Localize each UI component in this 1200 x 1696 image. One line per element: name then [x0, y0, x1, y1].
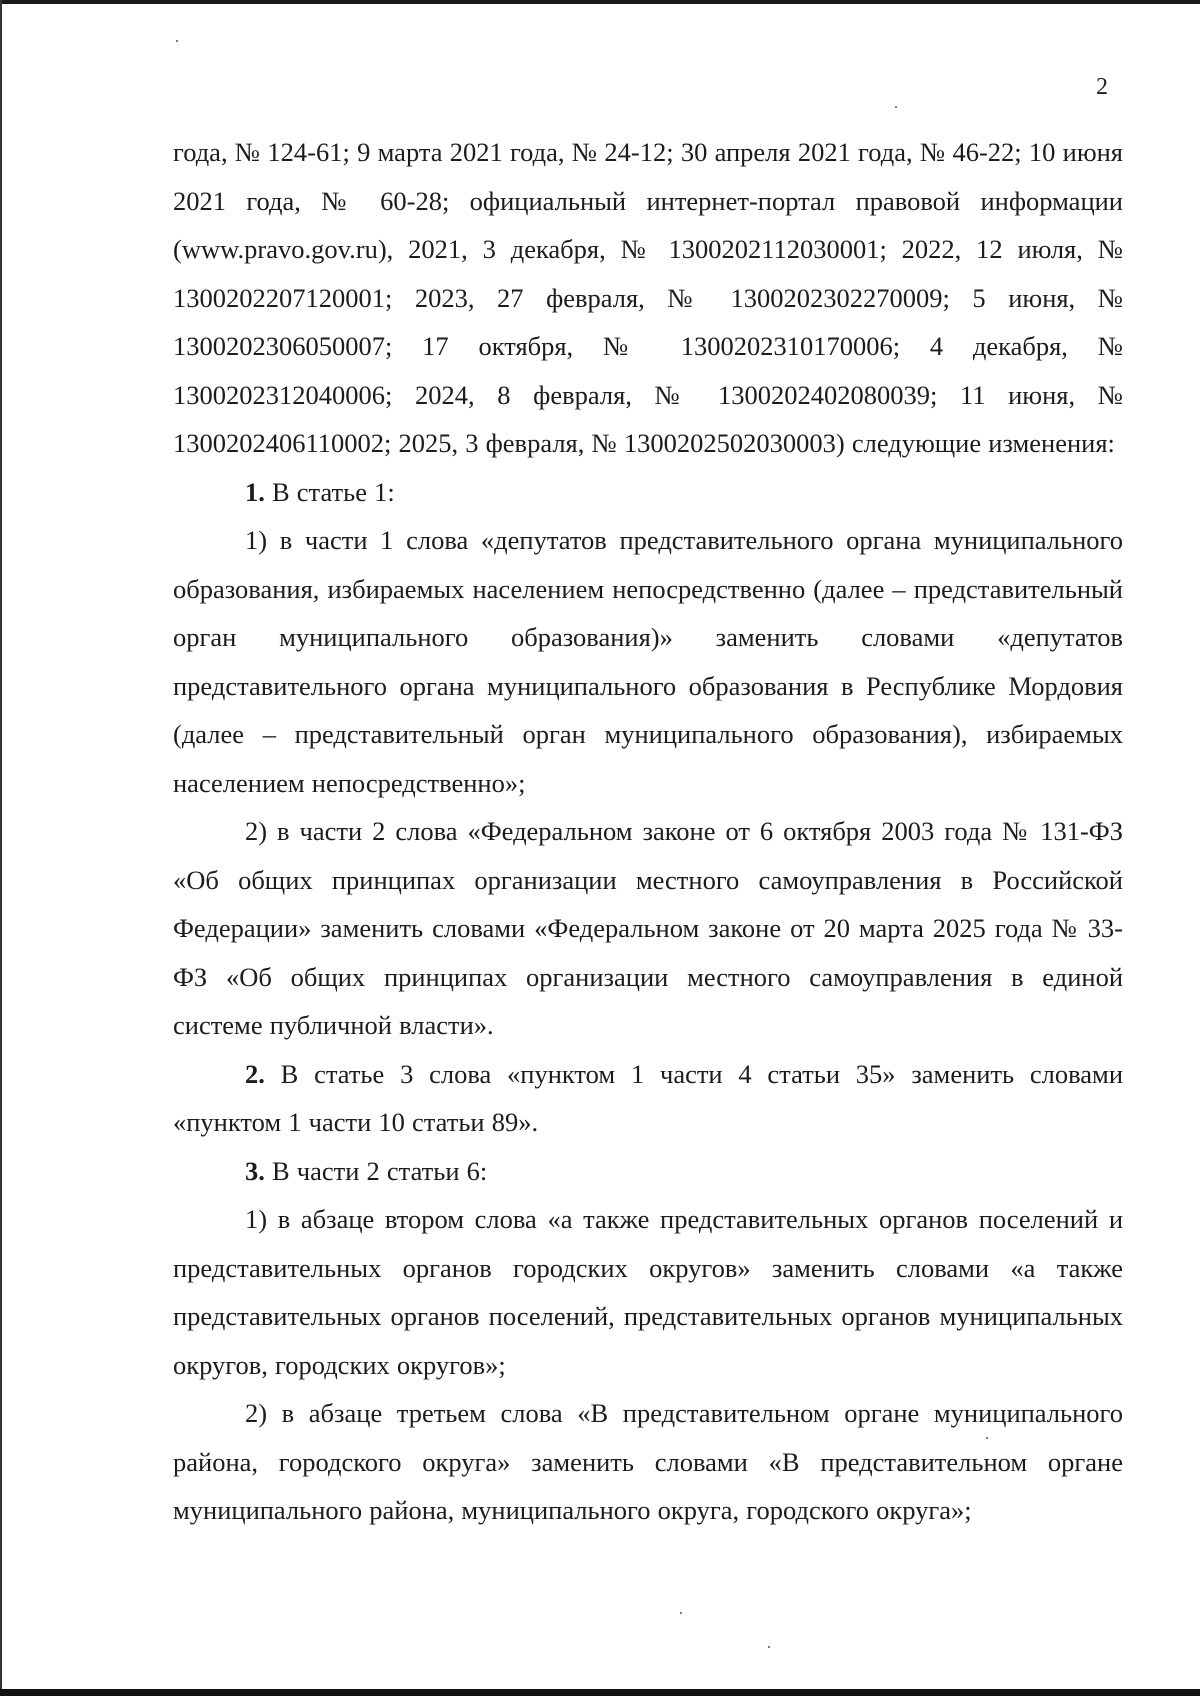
scan-speck — [176, 40, 178, 42]
scan-edge-top — [0, 0, 1200, 4]
paragraph-article-1 — [173, 468, 1123, 517]
paragraph-article-3 — [173, 1050, 1123, 1147]
scan-speck — [895, 106, 897, 108]
scan-speck — [680, 1612, 682, 1614]
paragraph-article-6-item-1 — [173, 1195, 1123, 1389]
paragraph-text: 2) в абзаце третьем слова «В представительном органе муниципального района, городского округа» заменить словами «В представительном органе муниципального района, муниципального округа, городского округа»; — [173, 1398, 1123, 1525]
document-body — [173, 128, 1123, 1535]
scan-speck — [768, 1646, 770, 1648]
paragraph-text: В статье 1: — [264, 476, 395, 507]
paragraph-text: 2) в части 2 слова «Федеральном законе от 6 октября 2003 года № 131-ФЗ «Об общих принципах организации местного самоуправления в Российской Федерации» заменить словами «Федеральном законе от 20 марта 2025 года № 33-ФЗ «Об общих принципах организации местного самоуправления в единой системе публичной власти». — [173, 816, 1123, 1040]
item-number: 3. — [245, 1155, 265, 1186]
paragraph-intro — [173, 128, 1123, 468]
paragraph-article-1-item-1 — [173, 516, 1123, 807]
paragraph-article-1-item-2 — [173, 807, 1123, 1050]
scan-edge-bottom — [0, 1689, 1200, 1696]
page-number: 2 — [1096, 74, 1108, 100]
paragraph-text: В части 2 статьи 6: — [264, 1155, 488, 1186]
scan-speck — [986, 1437, 988, 1439]
paragraph-text: 1) в абзаце втором слова «а также представительных органов поселений и представительных органов городских округов» заменить словами «а также представительных органов поселений, представительных органов муниципальных округов, городских округов»; — [173, 1204, 1123, 1380]
paragraph-text: года, № 124-61; 9 марта 2021 года, № 24-12; 30 апреля 2021 года, № 46-22; 10 июня 2021 года, № 60-28; официальный интернет-портал правовой информации (www.pravo.gov.ru), 2021, 3 декабря, № 1300202112030001; 2022, 12 июля, № 1300202207120001; 2023, 27 февраля, № 1300202302270009; 5 июня, № 1300202306050007; 17 октября, № 1300202310170006; 4 декабря, № 1300202312040006; 2024, 8 февраля, № 1300202402080039; 11 июня, № 1300202406110002; 2025, 3 февраля, № 1300202502030003) следующие изменения: — [173, 137, 1123, 458]
scan-edge-left — [0, 0, 2, 1696]
paragraph-article-6 — [173, 1147, 1123, 1196]
paragraph-article-6-item-2 — [173, 1389, 1123, 1535]
paragraph-text: В статье 3 слова «пунктом 1 части 4 статьи 35» заменить словами «пунктом 1 части 10 статьи 89». — [173, 1058, 1123, 1137]
paragraph-text: 1) в части 1 слова «депутатов представительного органа муниципального образования, избираемых населением непосредственно (далее – представительный орган муниципального образования)» заменить словами «депутатов представительного органа муниципального образования в Республике Мордовия (далее – представительный орган муниципального образования), избираемых населением непосредственно»; — [173, 525, 1123, 798]
item-number: 1. — [245, 476, 265, 507]
item-number: 2. — [245, 1058, 265, 1089]
